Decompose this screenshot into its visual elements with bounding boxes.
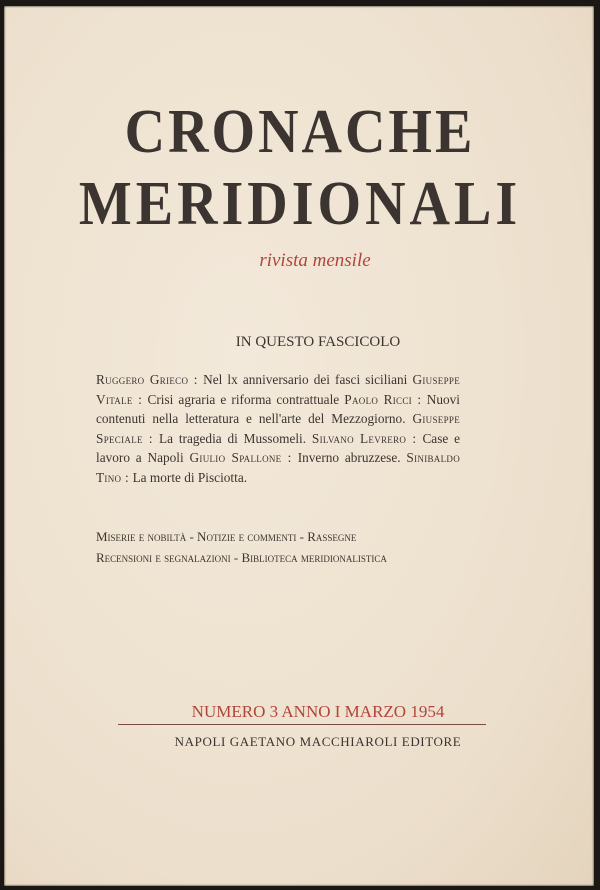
masthead-line-2: MERIDIONALI [78, 169, 522, 239]
contents-title: Nuovi contenuti nella letteratura e nell'arte del Mezzogiorno. [96, 391, 460, 426]
contents-heading: IN QUESTO FASCICOLO [235, 334, 401, 350]
contents-author: Paolo Ricci : [344, 391, 427, 407]
contents-author: Silvano Levrero : [311, 430, 423, 446]
contents-author: Ruggero Grieco : [96, 372, 204, 387]
contents-title: Inverno abruzzese. [297, 450, 407, 465]
contents-author: Sinibaldo Tino : [96, 450, 460, 485]
issue-info: NUMERO 3 ANNO I MARZO 1954 [191, 702, 445, 721]
contents-title: Case e lavoro a Napoli [96, 430, 460, 465]
masthead-line-1: CRONACHE [124, 97, 476, 167]
contents-author: Giuseppe Speciale : [96, 411, 460, 446]
divider-rule [118, 724, 486, 725]
contents-list [96, 370, 460, 487]
contents-title: La tragedia di Mussomeli. [159, 430, 312, 446]
contents-title: Nel lx anniversario dei fasci siciliani [203, 372, 413, 387]
rubrics-line: Recensioni e segnalazioni - Biblioteca meridionalistica [96, 550, 387, 565]
rubrics-line: Miserie e nobiltà - Notizie e commenti - Rassegne [96, 529, 357, 544]
contents-title: Crisi agraria e riforma contrattuale [147, 391, 345, 407]
contents-author: Giulio Spallone : [189, 450, 298, 465]
contents-author: Giuseppe Vitale : [96, 372, 460, 407]
subtitle: rivista mensile [259, 250, 371, 271]
rubrics [96, 526, 460, 568]
publisher-line: NAPOLI GAETANO MACCHIAROLI EDITORE [174, 734, 462, 749]
contents-title: La morte di Pisciotta. [132, 469, 248, 485]
